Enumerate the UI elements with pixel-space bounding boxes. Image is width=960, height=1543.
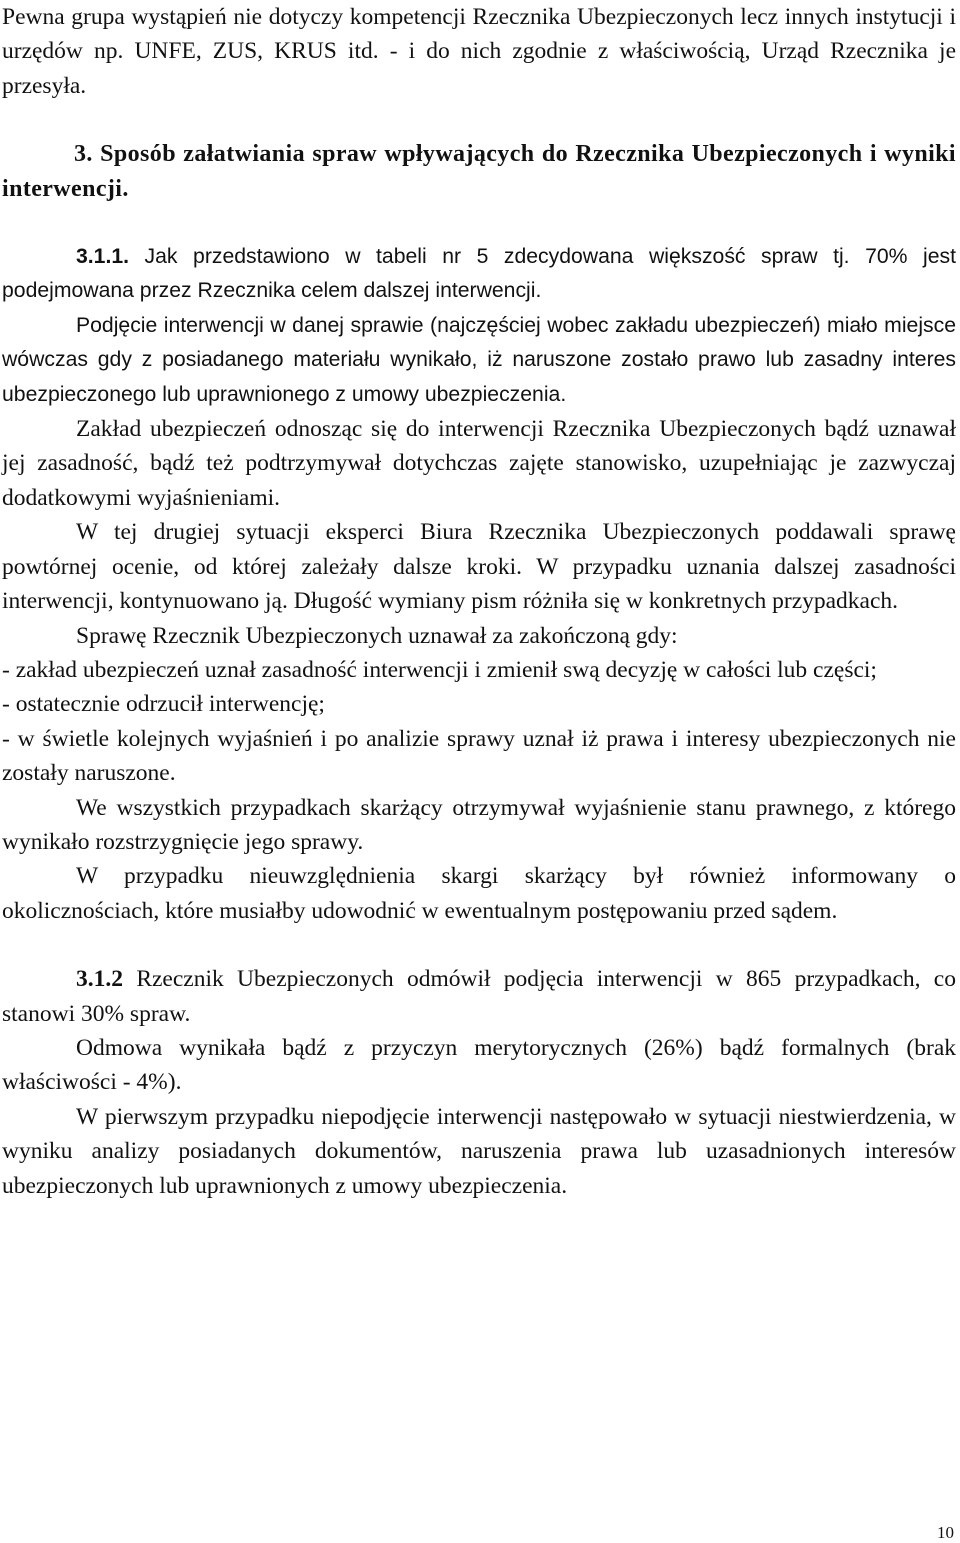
paragraph-podjecie: Podjęcie interwencji w danej sprawie (najczęściej wobec zakładu ubezpieczeń) miało miejsce wówczas gdy z posiadanego materiału wynikało, iż naruszone zostało prawo lub zasadny interes ubezpieczonego lub uprawnionego z umowy ubezpieczenia. bbox=[2, 313, 956, 406]
section-3-1-1 bbox=[2, 240, 956, 309]
paragraph-druga-sytuacja: W tej drugiej sytuacji eksperci Biura Rzecznika Ubezpieczonych poddawali sprawę powtórnej ocenie, od której zależały dalsze kroki. W przypadku uznania dalszej zasadności interwencji, kontynuowano ją. Długość wymiany pism różniła się w konkretnych przypadkach. bbox=[2, 519, 956, 615]
section-3-1-2-number: 3.1.2 bbox=[76, 966, 123, 993]
page-number: 10 bbox=[937, 1523, 954, 1542]
section-heading-text: Sposób załatwiania spraw wpływających do Rzecznika Ubezpieczonych i wyniki interwencji. bbox=[2, 141, 956, 202]
document-body bbox=[2, 0, 956, 1203]
paragraph-intro: Pewna grupa wystąpień nie dotyczy kompetencji Rzecznika Ubezpieczonych lecz innych instytucji i urzędów np. UNFE, ZUS, KRUS itd. - i do nich zgodnie z właściwością, Urząd Rzecznika je przesyła. bbox=[2, 4, 956, 99]
section-3-1-2-text: Rzecznik Ubezpieczonych odmówił podjęcia interwencji w 865 przypadkach, co stanowi 30% spraw. bbox=[2, 966, 956, 1027]
section-heading-number: 3. bbox=[74, 141, 93, 168]
paragraph-wyjasnienie: We wszystkich przypadkach skarżący otrzymywał wyjaśnienie stanu prawnego, z którego wynikało rozstrzygnięcie jego sprawy. bbox=[2, 794, 956, 855]
paragraph-pierwszy-przypadek: W pierwszym przypadku niepodjęcie interwencji następowało w sytuacji niestwierdzenia, w wyniku analizy posiadanych dokumentów, naruszenia prawa lub uzasadnionych interesów ubezpieczonych lub uprawnionych z umowy ubezpieczenia. bbox=[2, 1103, 956, 1199]
list-item-1: - zakład ubezpieczeń uznał zasadność interwencji i zmienił swą decyzję w całości lub części; bbox=[2, 656, 877, 683]
list-item-2: - ostatecznie odrzucił interwencję; bbox=[2, 691, 325, 718]
section-3-1-1-text: Jak przedstawiono w tabeli nr 5 zdecydowana większość spraw tj. 70% jest podejmowana przez Rzecznika celem dalszej interwencji. bbox=[2, 245, 956, 303]
list-item-3: - w świetle kolejnych wyjaśnień i po analizie sprawy uznał iż prawa i interesy ubezpieczonych nie zostały naruszone. bbox=[2, 725, 956, 787]
section-3-1-1-number: 3.1.1. bbox=[76, 245, 130, 269]
paragraph-odmowa: Odmowa wynikała bądź z przyczyn merytorycznych (26%) bądź formalnych (brak właściwości - 4%). bbox=[2, 1034, 956, 1096]
paragraph-nieuwzglednienie: W przypadku nieuwzględnienia skargi skarżący był również informowany o okolicznościach, które musiałby udowodnić w ewentualnym postępowaniu przed sądem. bbox=[2, 863, 956, 924]
paragraph-sprawe-zakonczona: Sprawę Rzecznik Ubezpieczonych uznawał za zakończoną gdy: bbox=[76, 622, 678, 649]
section-3-1-2 bbox=[2, 962, 956, 1031]
paragraph-zaklad: Zakład ubezpieczeń odnosząc się do interwencji Rzecznika Ubezpieczonych bądź uznawał jej zasadność, bądź też podtrzymywał dotychczas zajęte stanowisko, uzupełniając je zazwyczaj dodatkowymi wyjaśnieniami. bbox=[2, 416, 956, 511]
section-heading-3 bbox=[2, 137, 956, 206]
